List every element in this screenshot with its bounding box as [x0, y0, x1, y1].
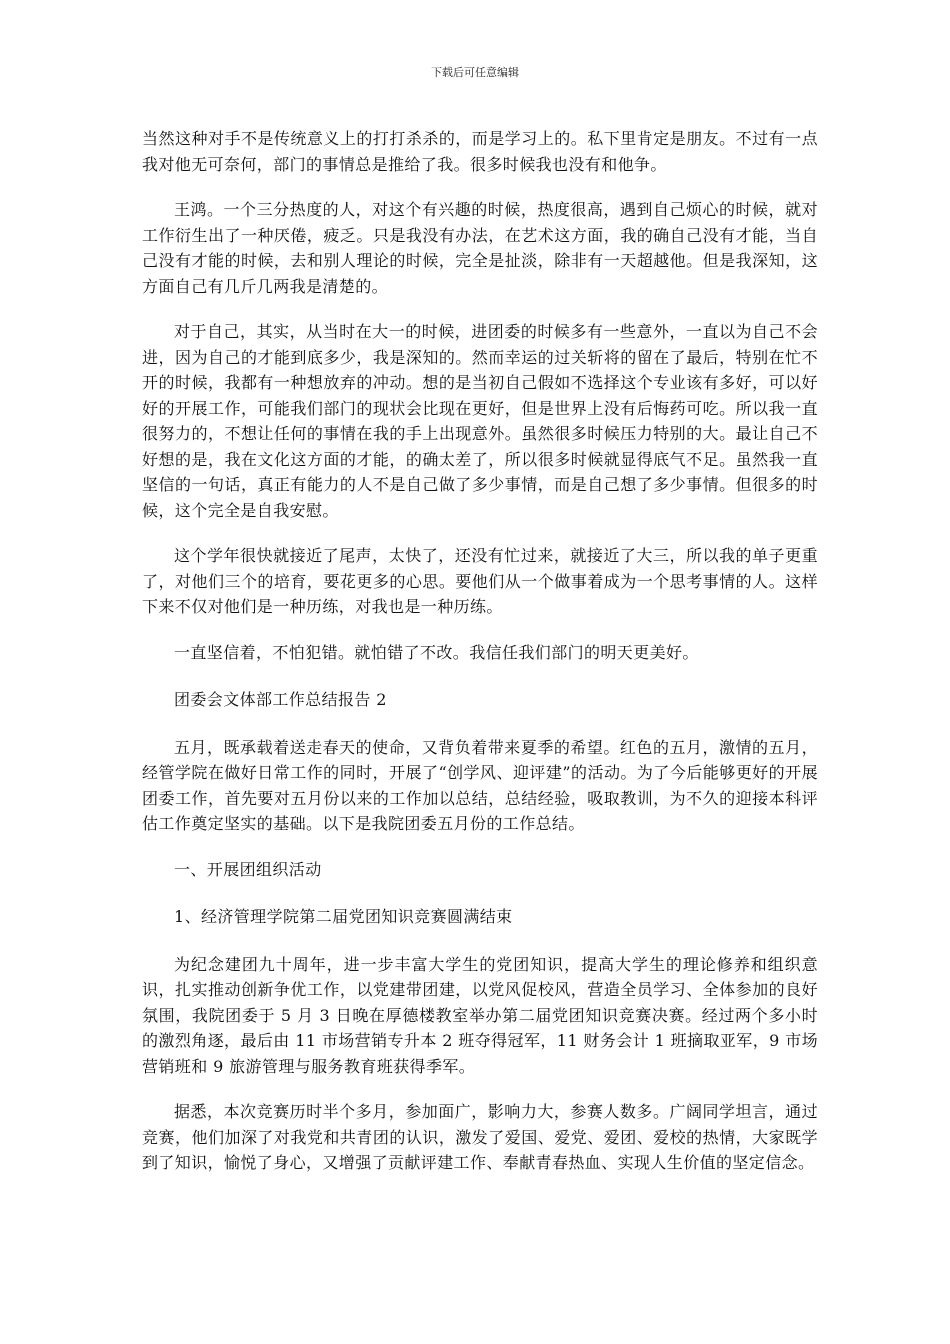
section-heading: 团委会文体部工作总结报告 2: [174, 690, 387, 709]
paragraph: 五月，既承载着送走春天的使命，又背负着带来夏季的希望。红色的五月，激情的五月，经管学院在做好日常工作的同时，开展了“创学风、迎评建”的活动。为了今后能够更好的开展团委工作，首先要对五月份以来的工作加以总结，总结经验，吸取教训，为不久的迎接本科评估工作奠定坚实的基础。以下是我院团委五月份的工作总结。: [142, 737, 818, 833]
subsection-heading: 1、经济管理学院第二届党团知识竞赛圆满结束: [174, 907, 513, 926]
section-heading: 一、开展团组织活动: [174, 859, 322, 879]
paragraph: 据悉，本次竞赛历时半个多月，参加面广，影响力大，参赛人数多。广阔同学坦言，通过竞赛，他们加深了对我党和共青团的认识，激发了爱国、爱党、爱团、爱校的热情，大家既学到了知识，愉悦了身心，又增强了贡献评建工作、奉献青春热血、实现人生价值的坚定信念。: [142, 1102, 818, 1172]
paragraph: 为纪念建团九十周年，进一步丰富大学生的党团知识，提高大学生的理论修养和组织意识，扎实推动创新争优工作，以党建带团建，以党风促校风，营造全员学习、全体参加的良好氛围，我院团委于 5 月 3 日晚在厚德楼教室举办第二届党团知识竞赛决赛。经过两个多小时的激烈角逐，最后由 11 市场营销专升本 2 班夺得冠军，11 财务会计 1 班摘取亚军，9 市场营销班和 9 旅游管理与服务教育班获得季军。: [142, 954, 818, 1076]
paragraph: 当然这种对手不是传统意义上的打打杀杀的，而是学习上的。私下里肯定是朋友。不过有一点我对他无可奈何，部门的事情总是推给了我。很多时候我也没有和他争。: [142, 129, 818, 174]
paragraph: 王鸿。一个三分热度的人，对这个有兴趣的时候，热度很高，遇到自己烦心的时候，就对工作衍生出了一种厌倦，疲乏。只是我没有办法，在艺术这方面，我的确自己没有才能，当自己没有才能的时候，去和别人理论的时候，完全是扯淡，除非有一天超越他。但是我深知，这方面自己有几斤几两我是清楚的。: [142, 200, 818, 296]
paragraph: 对于自己，其实，从当时在大一的时候，进团委的时候多有一些意外，一直以为自己不会进，因为自己的才能到底多少，我是深知的。然而幸运的过关斩将的留在了最后，特别在忙不开的时候，我都有一种想放弃的冲动。想的是当初自己假如不选择这个专业该有多好，可以好好的开展工作，可能我们部门的现状会比现在更好，但是世界上没有后悔药可吃。所以我一直很努力的，不想让任何的事情在我的手上出现意外。虽然很多时候压力特别的大。最让自己不好想的是，我在文化这方面的才能，的确太差了，所以很多时候就显得底气不足。虽然我一直坚信的一句话，真正有能力的人不是自己做了多少事情，而是自己想了多少事情。但很多的时候，这个完全是自我安慰。: [142, 322, 818, 520]
document-body: [142, 126, 818, 1196]
paragraph: 这个学年很快就接近了尾声，太快了，还没有忙过来，就接近了大三，所以我的单子更重了，对他们三个的培育，要花更多的心思。要他们从一个做事着成为一个思考事情的人。这样下来不仅对他们是一种历练，对我也是一种历练。: [142, 546, 818, 616]
paragraph: 一直坚信着，不怕犯错。就怕错了不改。我信任我们部门的明天更美好。: [174, 642, 699, 662]
page-header-note: 下载后可任意编辑: [431, 66, 519, 79]
